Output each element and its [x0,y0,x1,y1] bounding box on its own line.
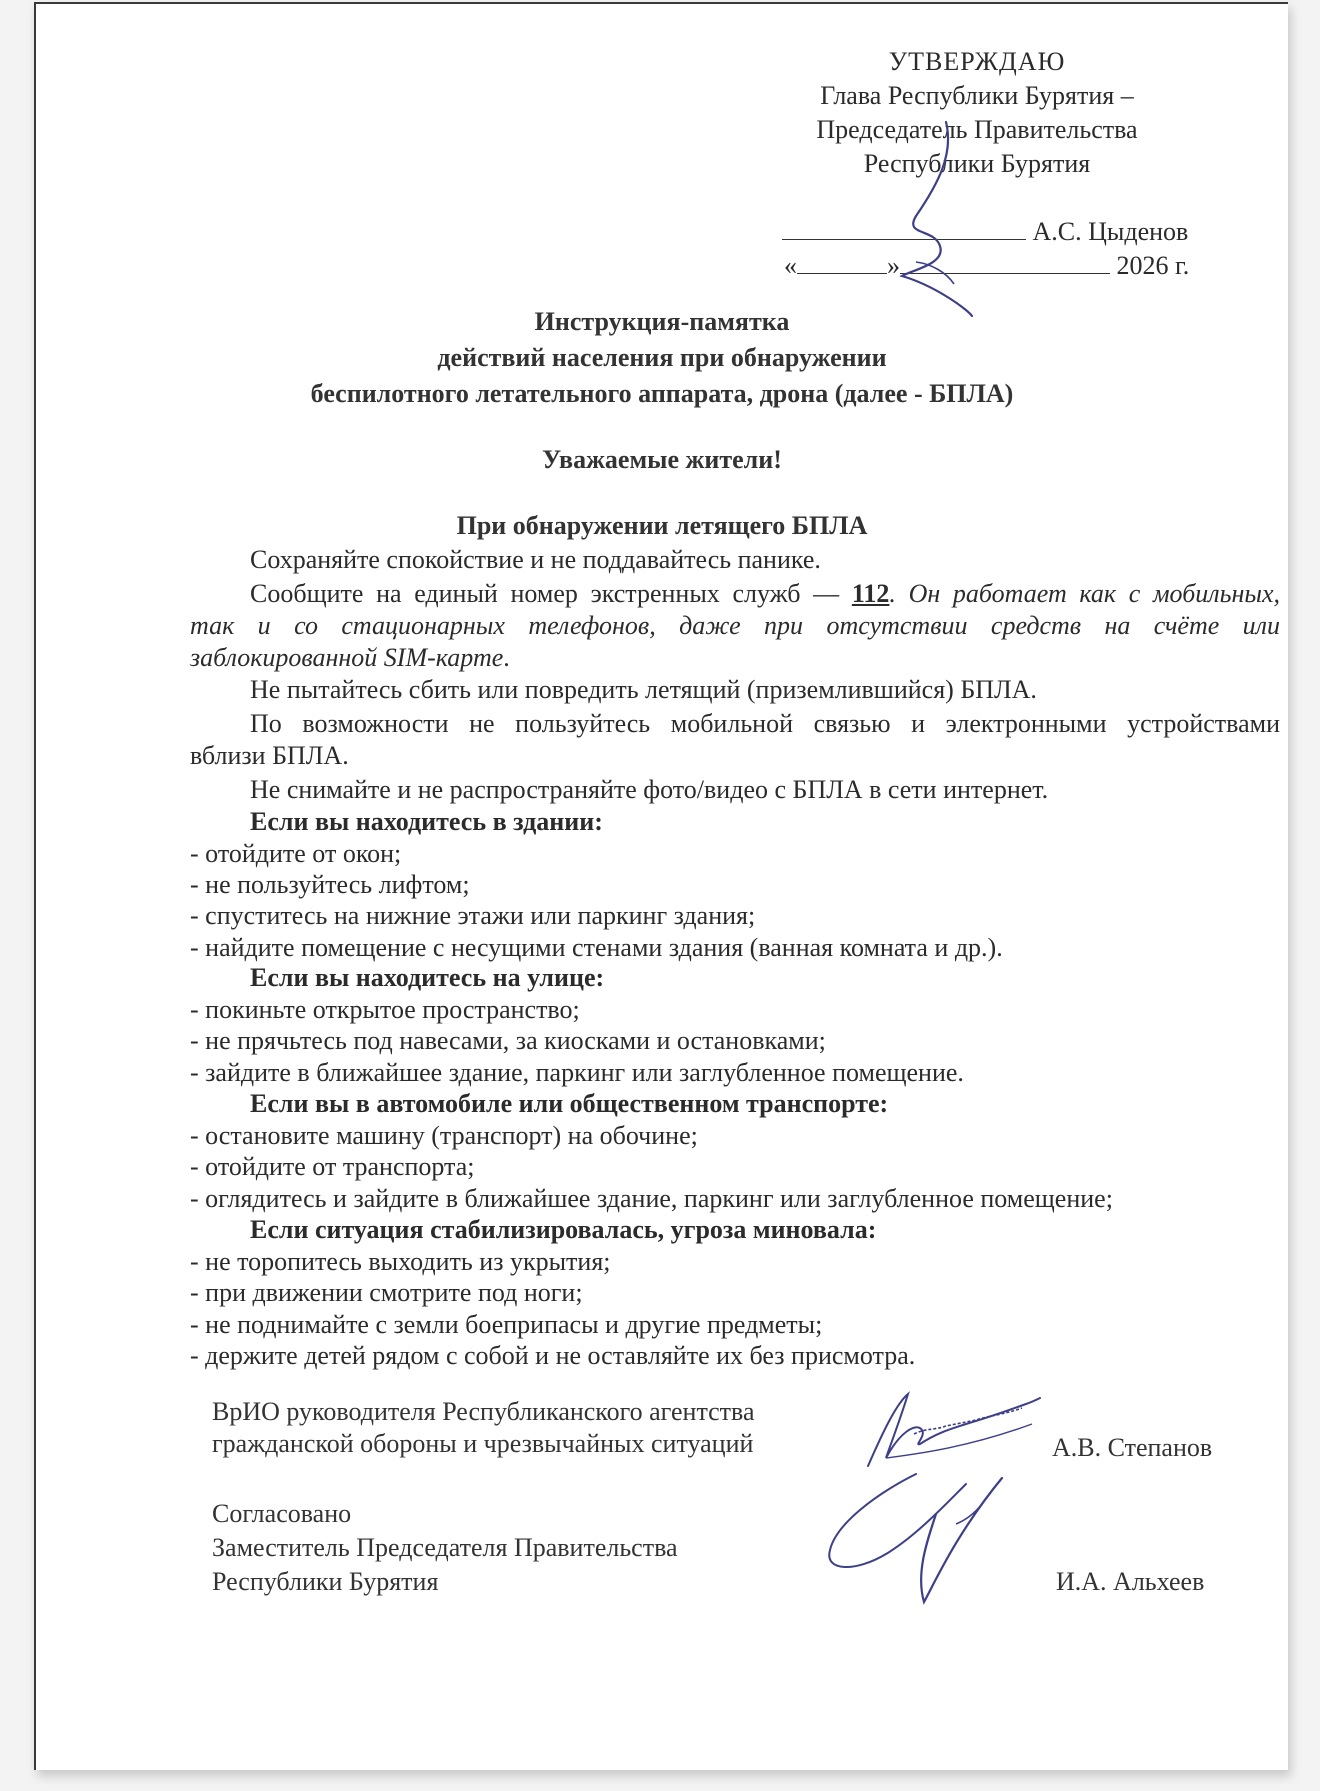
list-item: - при движении смотрите под ноги; [190,1278,583,1307]
paragraph-112-line-2: так и со стационарных телефонов, даже при отсутствии средств на счёте или [190,611,1280,640]
list-item: - не поднимайте с земли боеприпасы и другие предметы; [190,1310,823,1339]
paragraph-112-line-3: заблокированной SIM-карте. [190,643,510,672]
approval-signature-icon [876,114,1016,324]
list-item: - не торопитесь выходить из укрытия; [190,1247,611,1276]
list-item: - не прячьтесь под навесами, за киосками и остановками; [190,1026,826,1055]
author-position-line-1: ВрИО руководителя Республиканского агентства [212,1397,755,1426]
group-street-heading: Если вы находитесь на улице: [250,963,605,992]
document-page [34,2,1288,1770]
author-position-line-2: гражданской обороны и чрезвычайных ситуаций [212,1429,754,1458]
approval-line-1: Глава Республики Бурятия – [820,81,1134,110]
approval-header: УТВЕРЖДАЮ [888,47,1066,76]
agreed-label: Согласовано [212,1499,352,1528]
paragraph-do-not-shoot: Не пытайтесь сбить или повредить летящий (приземлившийся) БПЛА. [250,675,1037,704]
title-line-3: беспилотного летательного аппарата, дрона (далее - БПЛА) [310,379,1014,408]
date-year: 2026 г. [1116,251,1190,280]
group-vehicle-heading: Если вы в автомобиле или общественном транспорте: [250,1089,889,1118]
list-item: - покиньте открытое пространство; [190,995,580,1024]
agreed-position-line-1: Заместитель Председателя Правительства [212,1533,678,1562]
list-item: - держите детей рядом с собой и не оставляйте их без присмотра. [190,1341,916,1370]
group-building-heading: Если вы находитесь в здании: [250,807,603,836]
approval-line-3: Республики Бурятия [863,149,1091,178]
approval-signer: А.С. Цыденов [1032,217,1189,246]
list-item: - не пользуйтесь лифтом; [190,870,470,899]
paragraph-no-photo: Не снимайте и не распространяйте фото/видео с БПЛА в сети интернет. [250,775,1049,804]
author-name: А.В. Степанов [1052,1433,1213,1462]
date-close-quote: » [887,251,900,280]
emergency-number: 112 [851,579,890,608]
list-item: - найдите помещение с несущими стенами здания (ванная комната и др.). [190,933,1003,962]
agreed-name: И.А. Альхеев [1056,1567,1205,1596]
greeting: Уважаемые жители! [542,445,782,474]
paragraph-mobile-line-1: По возможности не пользуйтесь мобильной связью и электронными устройствами [250,709,1280,738]
title-line-1: Инструкция-памятка [534,307,790,336]
list-item: - спуститесь на нижние этажи или паркинг здания; [190,901,756,930]
title-line-2: действий населения при обнаружении [437,343,887,372]
approval-line-2: Председатель Правительства [816,115,1138,144]
list-item: - отойдите от окон; [190,839,402,868]
group-stabilized-heading: Если ситуация стабилизировалась, угроза миновала: [250,1215,877,1244]
list-item: - остановите машину (транспорт) на обочине; [190,1121,698,1150]
date-day-blank [797,273,887,274]
date-open-quote: « [784,251,797,280]
list-item: - оглядитесь и зайдите в ближайшее здание, паркинг или заглубленное помещение; [190,1184,1113,1213]
paragraph-mobile-line-2: вблизи БПЛА. [190,741,349,770]
paragraph-calm: Сохраняйте спокойствие и не поддавайтесь панике. [250,545,821,574]
paragraph-112-line-1: Сообщите на единый номер экстренных служб — 112. Он работает как с мобильных, [250,579,1280,608]
list-item: - зайдите в ближайшее здание, паркинг или заглубленное помещение. [190,1058,964,1087]
section-heading: При обнаружении летящего БПЛА [456,511,868,540]
list-item: - отойдите от транспорта; [190,1152,475,1181]
agreed-position-line-2: Республики Бурятия [212,1567,439,1596]
agreed-signature-icon [806,1454,1066,1614]
